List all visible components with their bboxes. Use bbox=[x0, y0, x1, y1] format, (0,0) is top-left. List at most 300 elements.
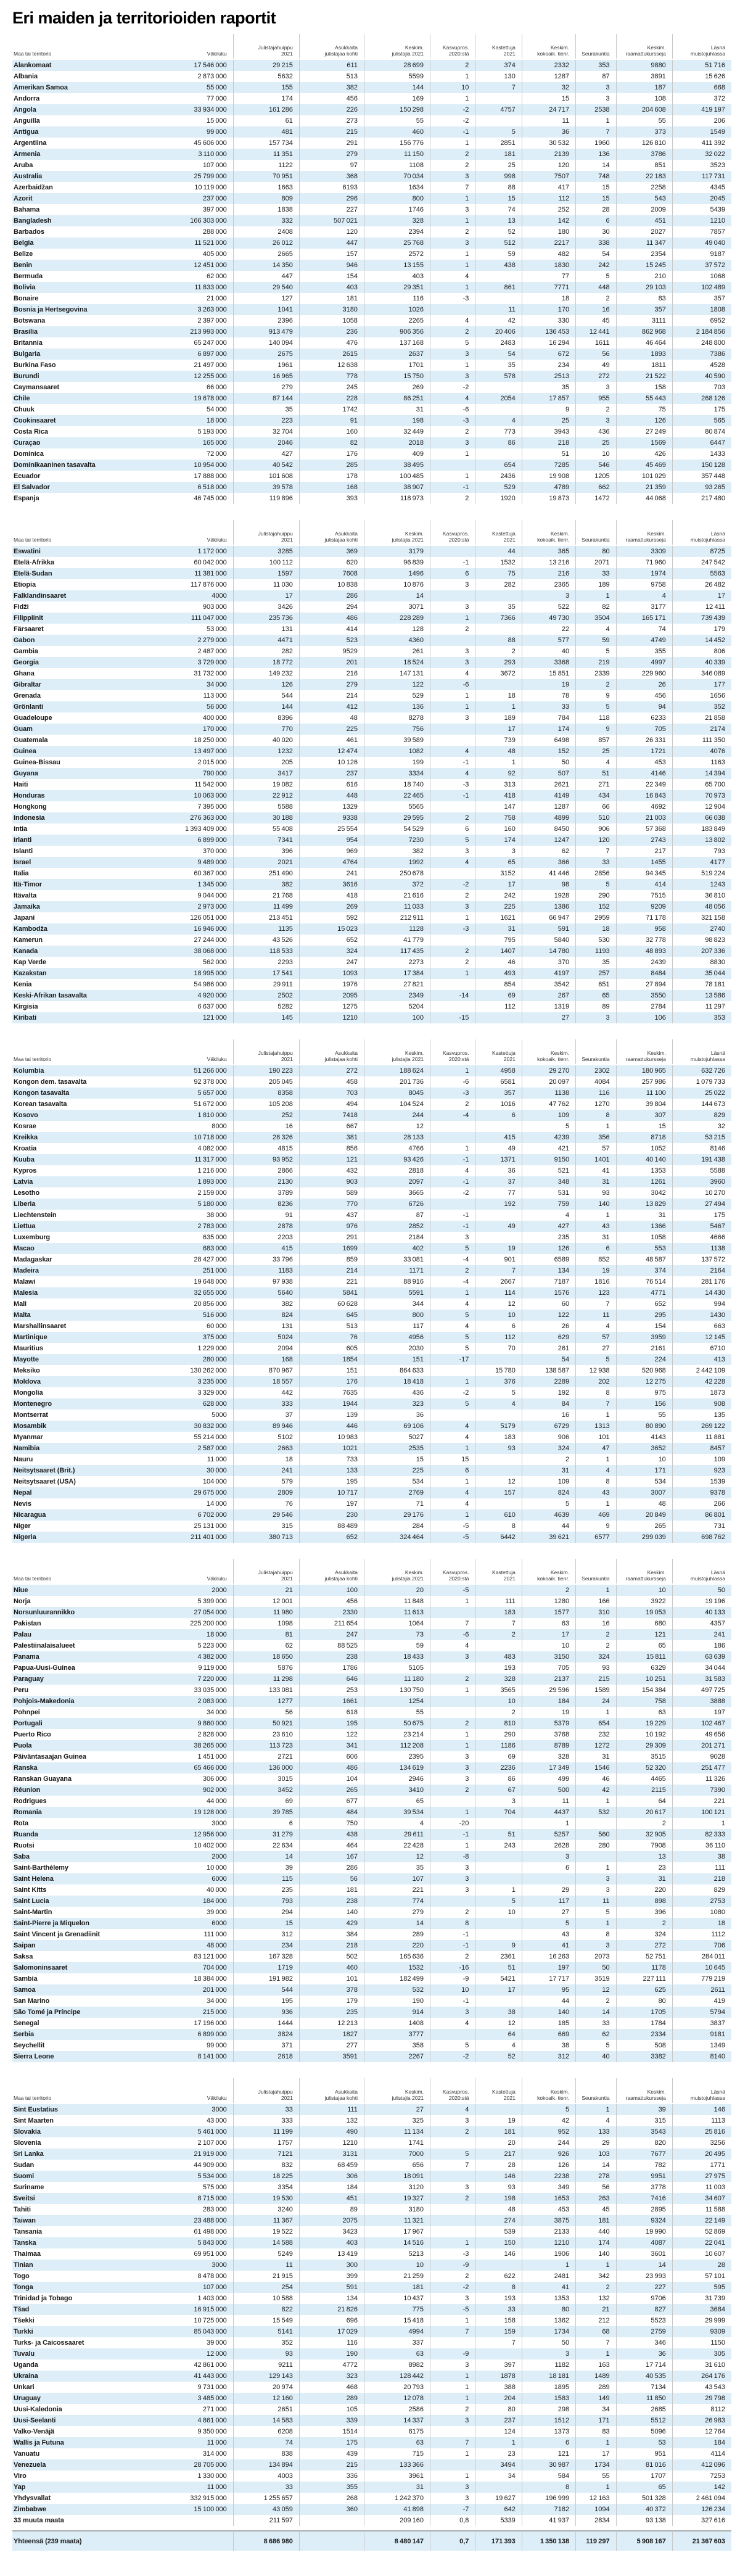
column-header: Seurakuntia bbox=[576, 520, 616, 545]
value-cell: 3 bbox=[430, 657, 475, 668]
value-cell: 5 bbox=[430, 337, 475, 349]
value-cell: 6 bbox=[430, 1465, 475, 1476]
value-cell: 1138 bbox=[710, 1245, 725, 1252]
value-cell: 2834 bbox=[576, 2515, 616, 2526]
value-cell: 32 449 bbox=[364, 426, 430, 437]
value-cell: 773 bbox=[475, 426, 522, 437]
value-cell: 672 bbox=[522, 349, 576, 360]
table-row bbox=[12, 1840, 731, 1851]
value-cell: 10 588 bbox=[234, 2293, 300, 2304]
column-header: Asukkaita julistajaa kohti bbox=[300, 520, 364, 545]
value-cell: 8278 bbox=[364, 712, 430, 724]
country-cell: Mongolia bbox=[14, 1389, 43, 1397]
table-row bbox=[12, 779, 731, 790]
value-cell: 1734 bbox=[522, 2326, 576, 2337]
value-cell: 7 bbox=[576, 846, 616, 857]
value-cell: 2 159 000 bbox=[165, 1187, 234, 1199]
value-cell: 370 000 bbox=[165, 846, 234, 857]
value-cell: 9150 bbox=[522, 1154, 576, 1165]
value-cell bbox=[430, 1121, 475, 1132]
country-cell: Saint Kitts bbox=[14, 1886, 47, 1894]
value-cell: 99 000 bbox=[165, 2040, 234, 2051]
value-cell: 18 000 bbox=[165, 1629, 234, 1640]
value-cell: 189 bbox=[475, 712, 522, 724]
value-cell: 969 bbox=[300, 846, 364, 857]
value-cell: 190 223 bbox=[234, 1065, 300, 1076]
value-cell: 3 bbox=[576, 382, 616, 393]
value-cell: 74 bbox=[475, 204, 522, 215]
value-cell: 3 bbox=[522, 2348, 576, 2359]
country-cell: Liechtenstein bbox=[14, 1212, 57, 1219]
value-cell: 108 bbox=[617, 93, 673, 104]
value-cell: 902 000 bbox=[165, 1785, 234, 1796]
value-cell: -14 bbox=[430, 990, 475, 1001]
value-cell: 632 726 bbox=[701, 1067, 725, 1075]
table-row bbox=[12, 493, 731, 504]
value-cell: 8 715 000 bbox=[165, 2193, 234, 2204]
value-cell: 400 000 bbox=[165, 712, 234, 724]
country-cell: Martinique bbox=[14, 1334, 47, 1341]
value-cell: 101 029 bbox=[617, 471, 673, 482]
value-cell: 1 242 370 bbox=[364, 2493, 430, 2504]
value-cell: 522 bbox=[522, 601, 576, 613]
value-cell: 5588 bbox=[710, 1167, 725, 1174]
value-cell: 327 616 bbox=[701, 2517, 725, 2524]
value-cell: 2 bbox=[576, 1996, 616, 2007]
country-cell: Kamerun bbox=[14, 936, 43, 944]
value-cell: 179 bbox=[300, 1996, 364, 2007]
value-cell: 5096 bbox=[617, 2426, 673, 2437]
value-cell: 4528 bbox=[710, 361, 725, 369]
value-cell: 1108 bbox=[364, 160, 430, 171]
value-cell: 54 bbox=[475, 349, 522, 360]
value-cell: 28 705 000 bbox=[165, 2459, 234, 2471]
table-row bbox=[12, 990, 731, 1001]
value-cell: 313 bbox=[475, 779, 522, 790]
table-row bbox=[12, 1298, 731, 1310]
value-cell: 5 534 000 bbox=[165, 2171, 234, 2182]
value-cell: 13 bbox=[475, 215, 522, 226]
table-row bbox=[12, 1165, 731, 1176]
value-cell: -1 bbox=[430, 1221, 475, 1232]
country-cell: Guam bbox=[14, 725, 33, 733]
value-cell: 104 000 bbox=[165, 1476, 234, 1487]
value-cell: 156 776 bbox=[364, 138, 430, 149]
country-cell: Bangladesh bbox=[14, 217, 52, 225]
value-cell: -9 bbox=[430, 2348, 475, 2359]
value-cell: 6 bbox=[430, 568, 475, 579]
country-cell: Réunion bbox=[14, 1786, 41, 1794]
value-cell: 215 bbox=[576, 1674, 616, 1685]
value-cell: 7 bbox=[576, 1298, 616, 1310]
value-cell: 5 bbox=[430, 1398, 475, 1410]
value-cell: 283 000 bbox=[165, 2204, 234, 2215]
value-cell: 1 403 000 bbox=[165, 2293, 234, 2304]
value-cell: 129 143 bbox=[234, 2371, 300, 2382]
value-cell: 13 802 bbox=[705, 836, 725, 844]
value-cell: 2621 bbox=[522, 779, 576, 790]
value-cell: 1113 bbox=[711, 2117, 725, 2124]
value-cell: 6000 bbox=[165, 1873, 234, 1885]
value-cell: 166 303 000 bbox=[165, 215, 234, 226]
value-cell: 5257 bbox=[522, 1829, 576, 1840]
value-cell: 2046 bbox=[234, 437, 300, 448]
value-cell: 1811 bbox=[617, 360, 673, 371]
value-cell: 1150 bbox=[710, 2339, 725, 2347]
value-cell: 17 bbox=[475, 1984, 522, 1996]
value-cell: 11 542 000 bbox=[165, 779, 234, 790]
value-cell: 1444 bbox=[234, 2018, 300, 2029]
value-cell: 281 176 bbox=[701, 1278, 725, 1286]
value-cell: 3 bbox=[430, 1762, 475, 1773]
table-row bbox=[12, 182, 731, 193]
value-cell: 48 000 bbox=[165, 1940, 234, 1951]
value-cell bbox=[430, 2215, 475, 2226]
value-cell: 829 bbox=[713, 1886, 725, 1894]
value-cell: 436 bbox=[364, 1387, 430, 1398]
value-cell: 1786 bbox=[300, 1662, 364, 1674]
value-cell: 184 bbox=[713, 2439, 725, 2446]
value-cell: 3180 bbox=[300, 304, 364, 315]
table-row bbox=[12, 1662, 731, 1674]
value-cell: 126 234 bbox=[701, 2506, 725, 2513]
value-cell: 3777 bbox=[364, 2029, 430, 2040]
value-cell: 1 bbox=[430, 968, 475, 979]
value-cell: 201 736 bbox=[364, 1076, 430, 1088]
value-cell: 101 bbox=[300, 1973, 364, 1984]
country-cell: Gabon bbox=[14, 637, 35, 644]
table-row bbox=[12, 1796, 731, 1807]
value-cell: 235 bbox=[300, 2007, 364, 2018]
value-cell: 65 bbox=[617, 2482, 673, 2493]
value-cell: 6 899 000 bbox=[165, 2029, 234, 2040]
value-cell: 28 bbox=[717, 2261, 725, 2269]
value-cell: 5 bbox=[430, 1343, 475, 1354]
value-cell: 32 905 bbox=[617, 1829, 673, 1840]
total-value-cell: 1 350 138 bbox=[522, 2532, 576, 2551]
table-row bbox=[12, 1254, 731, 1265]
value-cell: 9 bbox=[522, 404, 576, 415]
value-cell: 14 000 bbox=[165, 1498, 234, 1509]
value-cell bbox=[475, 2104, 522, 2115]
country-cell: Valko-Venäjä bbox=[14, 2428, 55, 2435]
table-row bbox=[12, 126, 731, 138]
value-cell: 669 bbox=[522, 2029, 576, 2040]
value-cell: 1 bbox=[576, 1707, 616, 1718]
value-cell: 4 920 000 bbox=[165, 990, 234, 1001]
value-cell: 60 000 bbox=[165, 1321, 234, 1332]
value-cell: 106 bbox=[617, 1012, 673, 1023]
value-cell: 10 192 bbox=[617, 1729, 673, 1740]
column-header: Läsnä muistojuhlassa bbox=[690, 2089, 726, 2101]
value-cell: 2721 bbox=[234, 1751, 300, 1762]
value-cell: 1408 bbox=[364, 2018, 430, 2029]
value-cell: 3452 bbox=[234, 1785, 300, 1796]
value-cell: 14 350 bbox=[234, 260, 300, 271]
value-cell: 3 bbox=[430, 646, 475, 657]
value-cell: 2137 bbox=[522, 1674, 576, 1685]
table-row bbox=[12, 2426, 731, 2437]
value-cell: 1472 bbox=[576, 493, 616, 504]
value-cell: 1 bbox=[430, 249, 475, 260]
value-cell: 3 bbox=[430, 2415, 475, 2426]
value-cell: 44 000 bbox=[165, 1796, 234, 1807]
country-cell: Uruguay bbox=[14, 2395, 41, 2402]
value-cell: 667 bbox=[300, 1121, 364, 1132]
value-cell: 456 bbox=[300, 1596, 364, 1607]
table-row bbox=[12, 613, 731, 624]
column-header: Julistajahuippu 2021 bbox=[234, 1559, 300, 1583]
value-cell: 782 bbox=[617, 2160, 673, 2171]
value-cell: 126 bbox=[522, 1243, 576, 1254]
value-cell: 3309 bbox=[617, 546, 673, 557]
value-cell bbox=[522, 1873, 576, 1885]
country-cell: Australia bbox=[14, 173, 43, 180]
value-cell: 202 bbox=[576, 1376, 616, 1387]
value-cell: 227 bbox=[300, 204, 364, 215]
value-cell: 4471 bbox=[234, 635, 300, 646]
country-cell: Britannia bbox=[14, 339, 43, 347]
value-cell: 447 bbox=[234, 271, 300, 282]
value-cell: 63 bbox=[617, 1707, 673, 1718]
table-row bbox=[12, 482, 731, 493]
value-cell: 122 bbox=[300, 1729, 364, 1740]
value-cell: 43 059 bbox=[234, 2504, 300, 2515]
value-cell: 1 bbox=[430, 1807, 475, 1818]
value-cell: 733 bbox=[300, 1454, 364, 1465]
value-cell bbox=[475, 1862, 522, 1873]
table-row bbox=[12, 1454, 731, 1465]
value-cell: 53 bbox=[617, 2437, 673, 2448]
value-cell: 33 bbox=[234, 2482, 300, 2493]
country-cell: Saba bbox=[14, 1853, 30, 1860]
value-cell: 123 bbox=[576, 1287, 616, 1298]
country-cell: Guinea bbox=[14, 748, 36, 755]
value-cell: 2334 bbox=[617, 2029, 673, 2040]
value-cell: 654 bbox=[475, 460, 522, 471]
value-cell: 86 251 bbox=[364, 393, 430, 404]
value-cell: 3550 bbox=[617, 990, 673, 1001]
value-cell: 289 bbox=[364, 1929, 430, 1940]
value-cell: 32 022 bbox=[705, 151, 725, 158]
value-cell: 4 bbox=[475, 2040, 522, 2051]
value-cell: 437 bbox=[300, 1210, 364, 1221]
value-cell: -1 bbox=[430, 1929, 475, 1940]
country-cell: Ukraina bbox=[14, 2372, 38, 2380]
value-cell: 28 427 000 bbox=[165, 1254, 234, 1265]
value-cell: 1 bbox=[430, 2371, 475, 2382]
value-cell: 7771 bbox=[522, 282, 576, 293]
value-cell: 2 bbox=[475, 1629, 522, 1640]
value-cell: 109 bbox=[522, 1110, 576, 1121]
value-cell: 2 bbox=[430, 493, 475, 504]
value-cell: -1 bbox=[430, 1996, 475, 2007]
table-row bbox=[12, 1154, 731, 1165]
table-row bbox=[12, 460, 731, 471]
value-cell: 1186 bbox=[475, 1740, 522, 1751]
table-row bbox=[12, 724, 731, 735]
value-cell: 3000 bbox=[165, 2104, 234, 2115]
value-cell: 2651 bbox=[234, 2404, 300, 2415]
country-cell: Kiribati bbox=[14, 1014, 37, 1022]
value-cell: 6 518 000 bbox=[165, 482, 234, 493]
value-cell: 98 bbox=[522, 879, 576, 890]
value-cell: 2946 bbox=[364, 1773, 430, 1785]
table-row bbox=[12, 1896, 731, 1907]
value-cell: 49 bbox=[576, 360, 616, 371]
value-cell: 9 489 000 bbox=[165, 857, 234, 868]
value-cell: 12 904 bbox=[705, 803, 725, 811]
value-cell: -1 bbox=[430, 557, 475, 568]
value-cell: 176 bbox=[300, 1376, 364, 1387]
value-cell: 224 bbox=[617, 1354, 673, 1365]
value-cell: 739 439 bbox=[701, 614, 725, 622]
value-cell: 411 392 bbox=[701, 139, 725, 147]
value-cell: 116 bbox=[364, 293, 430, 304]
value-cell: -5 bbox=[430, 1532, 475, 1543]
value-cell: 197 bbox=[522, 1962, 576, 1973]
value-cell: 3111 bbox=[617, 315, 673, 326]
value-cell: 11 033 bbox=[364, 901, 430, 912]
value-cell: 1707 bbox=[617, 2471, 673, 2482]
value-cell: 2 bbox=[430, 946, 475, 957]
value-cell: 372 bbox=[364, 879, 430, 890]
value-cell bbox=[430, 2137, 475, 2149]
value-cell: 2743 bbox=[617, 835, 673, 846]
value-cell: 534 bbox=[364, 1476, 430, 1487]
country-cell: Tuvalu bbox=[14, 2350, 35, 2358]
value-cell: 513 bbox=[300, 1321, 364, 1332]
table-row bbox=[12, 546, 731, 557]
value-cell bbox=[475, 1918, 522, 1929]
column-header: Keskim. raamattukursseja bbox=[617, 1559, 673, 1583]
value-cell: 20 495 bbox=[705, 2150, 725, 2158]
column-header: Julistajahuippu 2021 bbox=[234, 34, 300, 59]
value-cell: -2 bbox=[430, 115, 475, 126]
value-cell: 838 bbox=[234, 2448, 300, 2459]
value-cell: 8396 bbox=[234, 712, 300, 724]
value-cell: 1 bbox=[430, 690, 475, 701]
country-cell: Suomi bbox=[14, 2173, 35, 2180]
value-cell: 6581 bbox=[475, 1076, 522, 1088]
value-cell: 15 100 000 bbox=[165, 2504, 234, 2515]
value-cell: 226 bbox=[300, 104, 364, 115]
value-cell: 238 bbox=[300, 1651, 364, 1662]
value-cell: 41 779 bbox=[364, 935, 430, 946]
country-cell: Samoa bbox=[14, 1986, 36, 1994]
value-cell: 33 796 bbox=[234, 1254, 300, 1265]
value-cell: 2538 bbox=[576, 104, 616, 115]
value-cell: 908 bbox=[713, 1400, 725, 1408]
value-cell: 344 bbox=[364, 1298, 430, 1310]
value-cell: 279 bbox=[300, 679, 364, 690]
value-cell: 2 279 000 bbox=[165, 635, 234, 646]
value-cell: 5439 bbox=[710, 206, 725, 213]
country-cell: Togo bbox=[14, 2273, 30, 2280]
value-cell: 5512 bbox=[617, 2415, 673, 2426]
value-cell: 1122 bbox=[234, 160, 300, 171]
value-cell: -5 bbox=[430, 1521, 475, 1532]
value-cell: 12 938 bbox=[576, 1365, 616, 1376]
value-cell: 3824 bbox=[234, 2029, 300, 2040]
value-cell: 2 bbox=[430, 1907, 475, 1918]
value-cell: 11 613 bbox=[364, 1607, 430, 1618]
value-cell: 19 627 bbox=[475, 2493, 522, 2504]
value-cell: 2217 bbox=[522, 237, 576, 249]
value-cell: 442 bbox=[234, 1387, 300, 1398]
value-cell: 182 499 bbox=[364, 1973, 430, 1984]
value-cell bbox=[475, 1232, 522, 1243]
value-cell: 951 bbox=[617, 2448, 673, 2459]
value-cell: 107 000 bbox=[165, 2282, 234, 2293]
value-cell: 8982 bbox=[364, 2359, 430, 2371]
value-cell: 19 873 bbox=[522, 493, 576, 504]
value-cell: 11 150 bbox=[364, 149, 430, 160]
value-cell: 13 bbox=[617, 1851, 673, 1862]
value-cell: 4 bbox=[430, 857, 475, 868]
value-cell: 2878 bbox=[234, 1221, 300, 1232]
value-cell: 103 bbox=[576, 2149, 616, 2160]
table-row bbox=[12, 1287, 731, 1298]
value-cell: 17 196 000 bbox=[165, 2018, 234, 2029]
value-cell: 4899 bbox=[522, 812, 576, 824]
value-cell: 409 bbox=[364, 448, 430, 460]
value-cell: 1634 bbox=[364, 182, 430, 193]
value-cell: 157 bbox=[475, 1487, 522, 1498]
value-cell: 376 bbox=[475, 1376, 522, 1387]
value-cell bbox=[475, 590, 522, 601]
value-cell: 646 bbox=[300, 1674, 364, 1685]
table-row bbox=[12, 2382, 731, 2393]
value-cell: 1 bbox=[430, 1065, 475, 1076]
value-cell: 2 bbox=[430, 2271, 475, 2282]
value-cell: 36 bbox=[617, 2348, 673, 2359]
value-cell: 11 298 bbox=[234, 1674, 300, 1685]
value-cell: 7 bbox=[576, 126, 616, 138]
value-cell: 3 bbox=[576, 1012, 616, 1023]
country-cell: Sambia bbox=[14, 1975, 38, 1983]
value-cell: 1016 bbox=[475, 1099, 522, 1110]
value-cell: 3368 bbox=[522, 657, 576, 668]
table-row bbox=[12, 2018, 731, 2029]
table-row bbox=[12, 382, 731, 393]
value-cell: 2 587 000 bbox=[165, 1443, 234, 1454]
value-cell: 65 bbox=[617, 1640, 673, 1651]
value-cell: 126 bbox=[234, 679, 300, 690]
column-header: Kastettuja 2021 bbox=[475, 1559, 522, 1583]
table-row bbox=[12, 757, 731, 768]
country-cell: Japani bbox=[14, 914, 35, 922]
value-cell: 61 bbox=[234, 115, 300, 126]
value-cell: 3616 bbox=[300, 879, 364, 890]
value-cell: 254 bbox=[234, 2282, 300, 2293]
value-cell: 10 bbox=[617, 1454, 673, 1465]
table-row bbox=[12, 2437, 731, 2448]
value-cell: 4749 bbox=[617, 635, 673, 646]
table-row bbox=[12, 226, 731, 237]
value-cell: 3 bbox=[576, 1940, 616, 1951]
value-cell: 11 833 000 bbox=[165, 282, 234, 293]
value-cell: 1 bbox=[430, 260, 475, 271]
table-row bbox=[12, 2393, 731, 2404]
value-cell: 36 bbox=[364, 1410, 430, 1421]
value-cell: 447 bbox=[300, 237, 364, 249]
value-cell: 5640 bbox=[234, 1287, 300, 1298]
value-cell: 131 bbox=[234, 624, 300, 635]
value-cell: 19 990 bbox=[617, 2226, 673, 2237]
value-cell: 800 bbox=[364, 1310, 430, 1321]
value-cell: 349 bbox=[522, 2182, 576, 2193]
